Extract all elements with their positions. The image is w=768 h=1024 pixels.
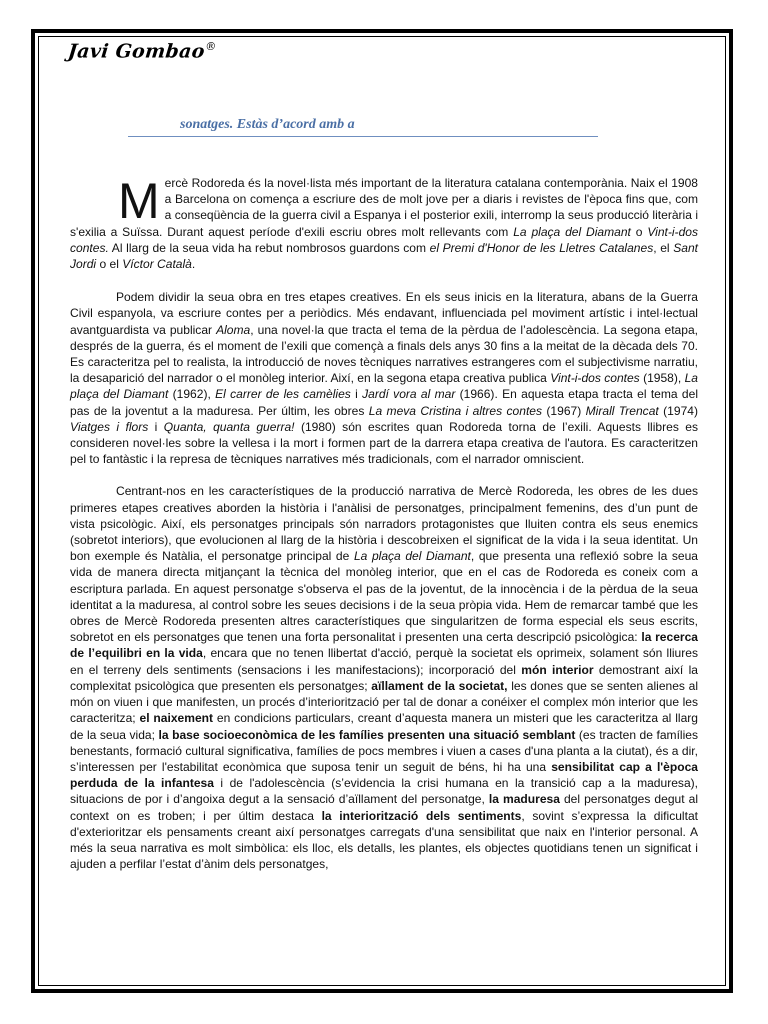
text-run: i: [350, 387, 363, 402]
text-run: Al llarg de la seua vida ha rebut nombrosos guardons com: [108, 240, 430, 255]
key-concept: la recerca de l’equilibri en la vida: [70, 630, 698, 661]
brand-logo: [67, 40, 217, 62]
work-title: La plaça del Diamant: [513, 224, 631, 239]
text-run: (1974): [658, 403, 698, 418]
text-run: les dones que se senten alienes al món on viuen i que manifesten, un procés d’interiorització per tal de donar a conéixer el complex món interior que les caracteritza;: [70, 678, 699, 726]
work-title: Vint-i-dos contes.: [70, 224, 698, 255]
work-title: Aloma: [216, 322, 251, 337]
key-concept: la base socioeconòmica de les famílies presenten una situació semblant: [158, 727, 576, 742]
text-run: o el: [96, 257, 123, 272]
key-concept: sensibilitat cap a l'època perduda de la infantesa: [70, 759, 698, 791]
text-run: , sovint s’expressa la dificultat d'exterioritzar els pensaments creant així personatges carregats d'una sensibilitat que naix en l'interior personal. A més la seua narrativa es molt simbòlica: els lloc, els detalls, les plantes, els objectes quotidians tenen un significat i ajuden a perfilar l’estat d’ànim dels personatges,: [70, 808, 699, 872]
work-title: El carrer de les camèlies: [215, 387, 351, 402]
text-run: (1962),: [168, 387, 216, 402]
text-run: , que presenta una reflexió sobre la seua vida de manera directa mitjançant la tècnica del monòleg interior, que en el cas de Rodoreda es coneix com a escriptura parlada. En aquest personatge s'observa el pas de la joventut, de la innocència i de la pèrdua de la seua identitat a la maduresa, al control sobre les seues decisions i de la seua pròpia vida. Hem de remarcar també que les obres de Mercè Rodoreda presenten altres característiques que singularitzen de forma especial els seus escrits, sobretot en els personatges que tenen una forta personalitat i presenten una certa descripció psicològica:: [70, 549, 698, 645]
key-concept: món interior: [521, 662, 594, 677]
text-run: .: [191, 257, 196, 272]
work-title: Mirall Trencat: [585, 403, 659, 418]
work-title: Viatges i flors: [70, 419, 149, 434]
paragraph-intro: [70, 175, 698, 272]
text-run: Centrant-nos en les característiques de la producció narrativa de Mercè Rodoreda, les obres de les dues primeres etapes creatives aborden la història i l'anàlisi de personatges, principalment femenins, des d’un punt de vista psicològic. Així, els personatges principals són narradors protagonistes que lluiten contra els seus enemics (sobretot interiors), que evolucionen al llarg de la història i descobreixen el significat de la vida i la seua identitat. Un bon exemple és Natàlia, el personatge principal de: [70, 484, 698, 564]
award-name: Sant Jordi: [70, 240, 699, 272]
header-divider: [128, 136, 598, 137]
text-run: i: [148, 419, 164, 434]
text-run: ercè Rodoreda és la novel·lista més important de la literatura catalana contemporània. Naix el 1908 a Barcelona on comença a escriure des de molt jove per a diaris i revistes de l'època fins que, com a conseqüència de la guerra civil a Espanya i el posterior exili, interromp la seus producció literària i s'exilia a Suïssa. Durant aquest període d'exili escriu obres molt rellevants com: [70, 176, 698, 239]
article-body: [70, 175, 698, 872]
text-run: (1980) són escrites quan Rodoreda torna de l’exili. Aquests llibres es consideren novel·les sobre la vellesa i la mort i formen part de la darrera etapa creativa de l'autora. Es caracteritzen pel to fantàstic i la represa de tècniques narratives més tradicionals, com el narrador omniscient.: [70, 419, 698, 467]
text-run: (1966). En aquesta etapa tracta el tema del pas de la joventut a la maduresa. Per últim, les obres: [70, 387, 698, 418]
text-run: (es tracten de famílies benestants, formació cultural significativa, famílies de pocs membres i viuen a cases d'una planta a la ciutat), és a dir, s’interessen per l'estabilitat econòmica que suposa tenir un seguit de béns, hi ha una: [70, 727, 699, 774]
text-run: , una novel·la que tracta el tema de la pèrdua de l’adolescència. La segona etapa, després de la guerra, és el moment de l’exili que començà a finals dels anys 30 fins a la meitat de la dècada dels 70. Es caracteritza pel to realista, la introducció de noves tècniques narratives estrangeres com el subjectivisme narratiu, la desaparició del narrador o el monòleg interior. Així, en la segona etapa creativa publica: [70, 322, 698, 386]
text-run: demostrant així la complexitat psicològica que presenten els personatges;: [70, 662, 698, 693]
text-run: o: [630, 224, 648, 239]
text-run: Podem dividir la seua obra en tres etapes creatives. En els seus inicis en la literatura, abans de la Guerra Civil espanyola, va escriure contes per a periòdics. Més endavant, influenciada pel moviment artístic i intel·lectual avantguardista va publicar: [70, 290, 698, 337]
key-concept: aïllament de la societat,: [371, 678, 508, 693]
award-name: Víctor Català: [122, 257, 192, 272]
paragraph-characteristics: [70, 483, 698, 872]
paragraph-stages: [70, 289, 698, 467]
text-run: del personatges degut al context on es troben; i per últim destaca: [70, 792, 699, 823]
work-title: La meva Cristina i altres contes: [368, 403, 543, 418]
text-run: en condicions particulars, creant d’aquesta manera un misteri que les caracteritza al llarg de la seua vida;: [70, 711, 698, 742]
work-title: Quanta, quanta guerra!: [163, 419, 295, 434]
registered-mark: ®: [204, 40, 218, 53]
text-run: (1958),: [639, 371, 685, 386]
text-run: , encara que no tenen llibertat d'acció, perquè la societat els oprimeix, solament són lliures en el terreny dels sentiments (sensacions i les manifestacions); incorporació del: [70, 646, 698, 677]
key-concept: la maduresa: [488, 792, 560, 807]
key-concept: la interiorització dels sentiments: [321, 808, 522, 823]
key-concept: el naixement: [139, 711, 214, 726]
award-name: el Premi d'Honor de les Lletres Catalanes: [429, 240, 654, 255]
header-subtitle: sonatges. Estàs d’acord amb a: [180, 117, 355, 132]
work-title: Vint-i-dos contes: [550, 371, 640, 386]
drop-cap: M: [118, 173, 160, 229]
work-title: Jardí vora al mar: [362, 387, 456, 402]
brand-name: Javi Gombao: [66, 40, 206, 63]
text-run: i de l'adolescència (s’evidencia la crisi humana en la transició cap a la maduresa), situacions de por i d’angoixa degut a la sensació d’aïllament del personatge,: [70, 776, 698, 807]
work-title: La plaça del Diamant: [353, 549, 471, 564]
text-run: , el: [653, 240, 674, 255]
work-title: La plaça del Diamant: [70, 371, 698, 402]
text-run: (1967): [542, 403, 586, 418]
